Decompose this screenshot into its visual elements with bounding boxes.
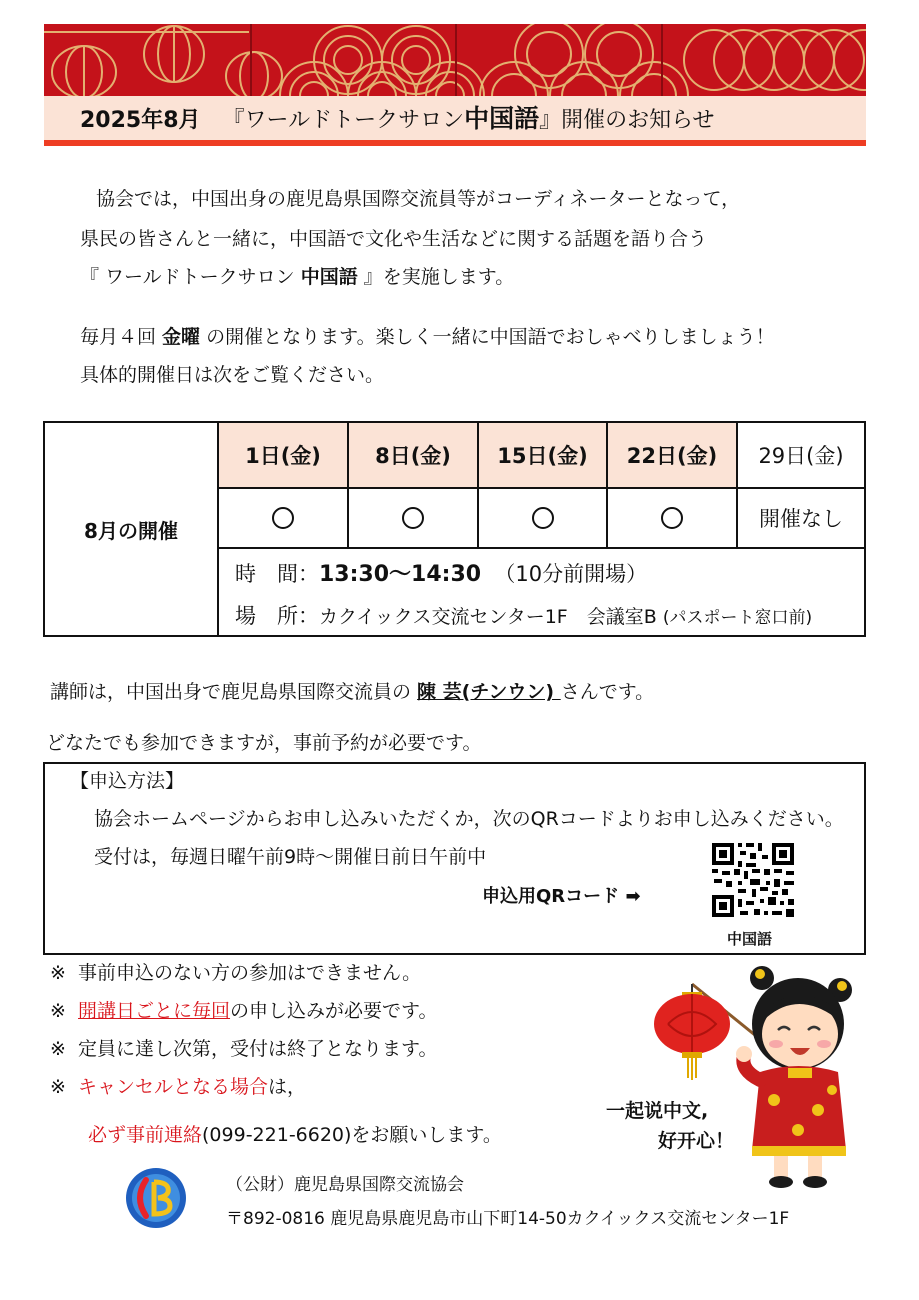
title-language: 中国語 — [464, 104, 540, 133]
schedule-date-2: 8日(金) — [349, 423, 479, 489]
frequency-line-2: 具体的開催日は次をご覧ください。 — [80, 364, 385, 386]
schedule-date-5: 29日(金) — [738, 423, 864, 489]
held-circle-icon — [661, 507, 683, 529]
frequency-pre: 毎月４回 — [80, 326, 163, 348]
note-5-post: (099-221-6620)をお願いします。 — [202, 1124, 502, 1146]
lantern-girl-illustration — [648, 960, 858, 1190]
chinese-pattern-banner — [44, 24, 866, 96]
schedule-status-1 — [219, 489, 349, 549]
intro-line-3-bold: 中国語 — [300, 266, 358, 288]
frequency-bold: 金曜 — [162, 326, 201, 348]
intro-line-3 — [80, 262, 514, 292]
qr-label — [482, 882, 641, 908]
instructor-name: 陳 芸(チンウン) — [417, 681, 561, 703]
arrow-right-icon: ➡ — [625, 886, 641, 907]
girl-with-lantern-icon — [648, 960, 858, 1190]
note-2-post: の申し込みが必要です。 — [230, 1000, 438, 1022]
header-banner — [44, 24, 866, 96]
instructor-pre: 講師は，中国出身で鹿児島県国際交流員の — [50, 681, 418, 703]
title-year-month: 2025年8月 — [80, 108, 201, 133]
note-mark: ※ — [50, 1076, 66, 1098]
schedule-status-5: 開催なし — [738, 489, 864, 549]
note-4-red: キャンセルとなる場合 — [78, 1076, 269, 1098]
apply-line-2: 受付は，毎週日曜午前9時〜開催日前日午前中 — [94, 846, 487, 868]
time-value: 13:30〜14:30 — [319, 562, 482, 587]
note-3 — [50, 1034, 438, 1064]
schedule-table — [43, 421, 866, 637]
title-post: 』開催のお知らせ — [539, 108, 715, 133]
held-circle-icon — [272, 507, 294, 529]
page-title — [80, 104, 714, 136]
intro-line-3-pre: 『 ワールドトークサロン — [80, 266, 301, 288]
apply-heading: 【申込方法】 — [70, 770, 185, 792]
qr-code-icon — [710, 841, 796, 919]
qr-caption: 中国語 — [727, 930, 773, 948]
intro-line-3-post: 』を実施します。 — [357, 266, 515, 288]
footer-address: 〒892-0816 鹿児島県鹿児島市山下町14-50カクイックス交流センター1F — [226, 1209, 790, 1229]
organization-logo — [124, 1166, 188, 1230]
schedule-time — [235, 557, 647, 588]
note-1 — [50, 958, 421, 988]
place-note: (パスポート窓口前) — [662, 608, 813, 628]
note-4 — [50, 1072, 306, 1102]
note-5-red: 必ず事前連絡 — [88, 1124, 203, 1146]
note-mark: ※ — [50, 962, 66, 984]
note-mark: ※ — [50, 1038, 66, 1060]
note-2 — [50, 996, 438, 1026]
instructor-post: さんです。 — [560, 681, 655, 703]
footer-org: （公財）鹿児島県国際交流協会 — [226, 1175, 464, 1195]
note-5 — [88, 1120, 502, 1150]
place-value: カクイックス交流センター1F 会議室B — [319, 606, 657, 628]
reservation-note: どなたでも参加できますが，事前予約が必要です。 — [46, 732, 482, 754]
intro-line-1: 協会では，中国出身の鹿児島県国際交流員等がコーディネーターとなって， — [96, 188, 741, 210]
schedule-status-4 — [608, 489, 738, 549]
schedule-month-label: 8月の開催 — [45, 423, 219, 635]
slogan-line-2: 好开心！ — [658, 1130, 735, 1152]
title-underline — [44, 140, 866, 146]
intro-line-2: 県民の皆さんと一緒に，中国語で文化や生活などに関する話題を語り合う — [80, 228, 708, 250]
schedule-place — [235, 600, 812, 630]
time-note: （10分前開場） — [494, 562, 648, 586]
instructor-line — [50, 677, 654, 707]
title-pre: 『ワールドトークサロン — [222, 108, 465, 133]
schedule-status-2 — [349, 489, 479, 549]
schedule-date-1: 1日(金) — [219, 423, 349, 489]
frequency-post: の開催となります。楽しく一緒に中国語でおしゃべりしましょう！ — [200, 326, 775, 348]
note-4-post: は， — [268, 1076, 307, 1098]
slogan-line-1: 一起说中文, — [606, 1100, 709, 1122]
apply-line-1: 協会ホームページからお申し込みいただくか，次のQRコードよりお申し込みください。 — [94, 808, 844, 830]
qr-code[interactable] — [710, 841, 796, 919]
note-2-red: 開講日ごとに毎回 — [78, 1000, 231, 1022]
schedule-status-3 — [479, 489, 608, 549]
schedule-date-4: 22日(金) — [608, 423, 738, 489]
schedule-date-3: 15日(金) — [479, 423, 608, 489]
qr-label-text: 申込用QRコード — [482, 886, 620, 907]
note-3-text: 定員に達し次第，受付は終了となります。 — [78, 1038, 438, 1060]
place-label: 場 所： — [235, 604, 319, 628]
held-circle-icon — [402, 507, 424, 529]
kia-logo-icon — [124, 1166, 188, 1230]
frequency-line-1 — [80, 322, 775, 352]
time-label: 時 間： — [235, 562, 319, 586]
note-mark: ※ — [50, 1000, 66, 1022]
note-1-text: 事前申込のない方の参加はできません。 — [78, 962, 422, 984]
held-circle-icon — [532, 507, 554, 529]
